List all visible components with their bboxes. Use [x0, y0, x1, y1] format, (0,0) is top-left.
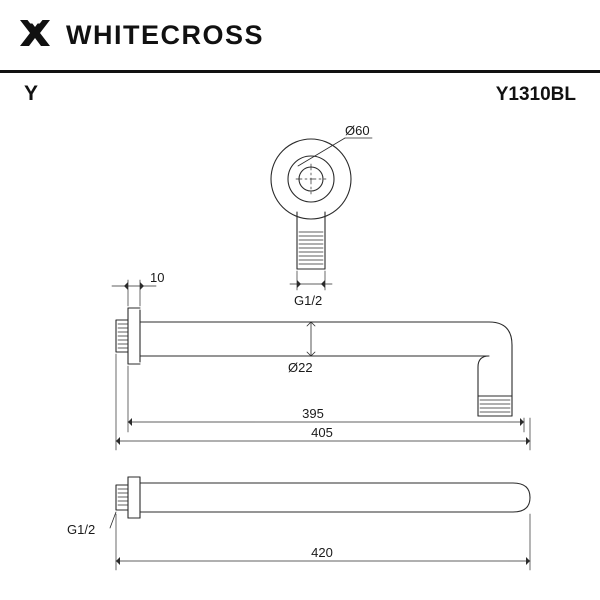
- dim-flange-thread: G1/2: [294, 293, 323, 308]
- view-flange: [271, 138, 372, 290]
- dim-length-395: 395: [302, 406, 324, 421]
- dim-flange-diameter: Ø60: [345, 123, 370, 138]
- dim-length-420: 420: [311, 545, 333, 560]
- dim-arm-diameter: Ø22: [288, 360, 313, 375]
- series-label: Y: [24, 82, 39, 105]
- brand-header: [0, 0, 600, 70]
- model-code: Y1310BL: [495, 84, 576, 105]
- dim-length-405: 405: [311, 425, 333, 440]
- dim-plate-thickness: 10: [150, 270, 165, 285]
- x-cross-logo-icon: [18, 18, 52, 52]
- brand-name: WHITECROSS: [66, 19, 265, 50]
- drawing-svg: [0, 114, 600, 600]
- technical-drawing: [0, 114, 600, 600]
- header-divider: [0, 70, 600, 73]
- dim-arm-thread: G1/2: [67, 522, 96, 537]
- title-row: [0, 82, 600, 114]
